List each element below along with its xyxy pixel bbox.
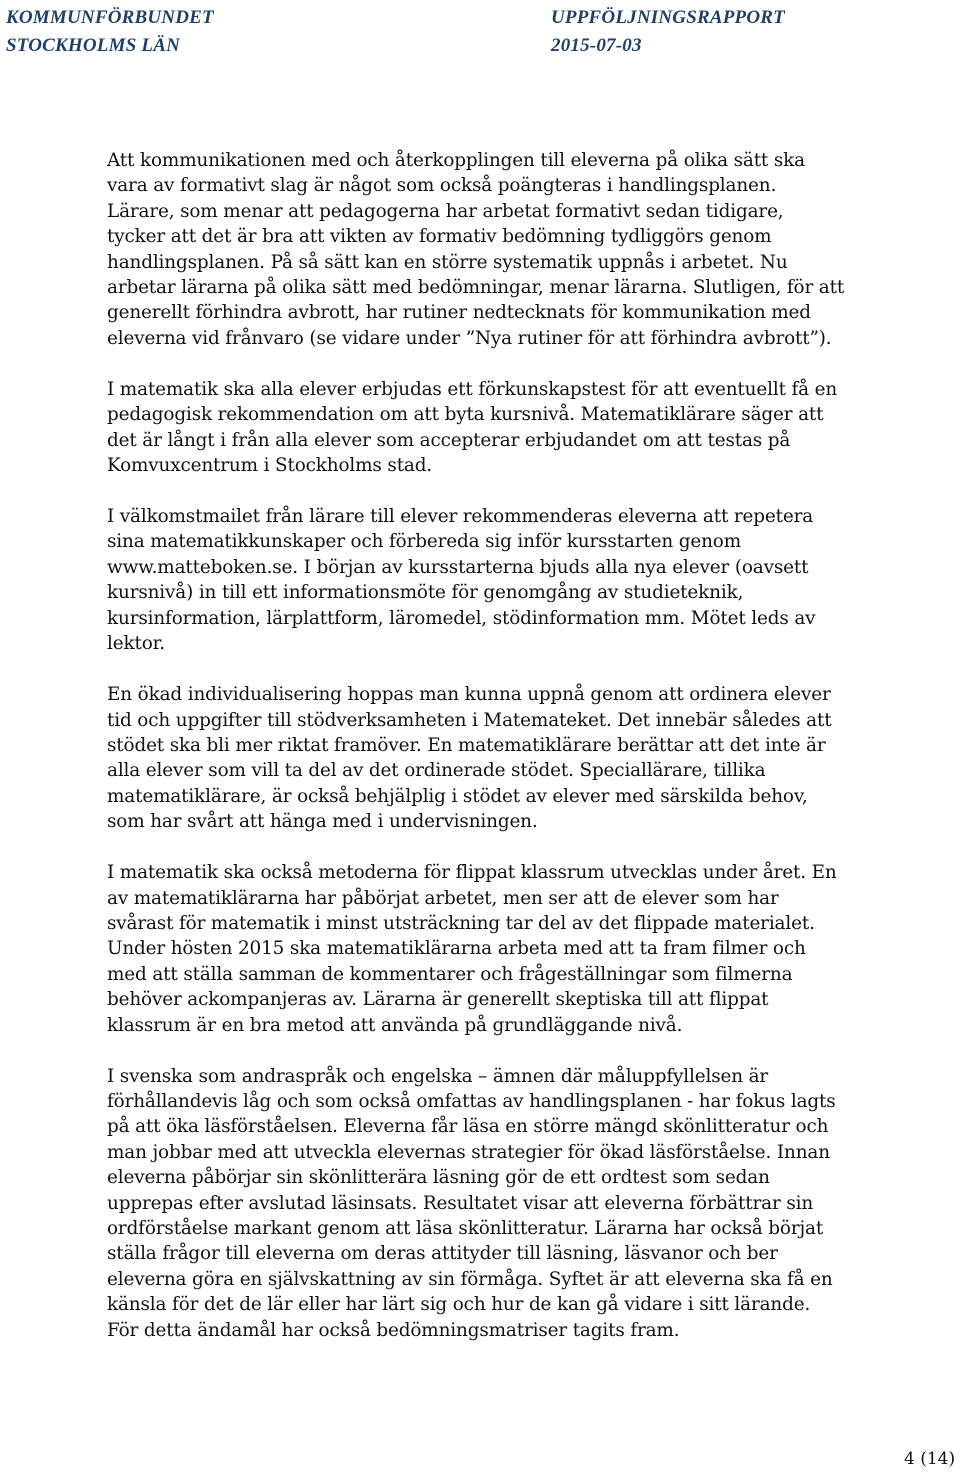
paragraph: Att kommunikationen med och återkopplingen till eleverna på olika sätt ska vara av formativt slag är något som också poängteras i handlingsplanen. Lärare, som menar att pedagogerna har arbetat formativt sedan tidigare, tycker att det är bra att vikten av formativ bedömning tydliggörs genom handlingsplanen. På så sätt kan en större systematik uppnås i arbetet. Nu arbetar lärarna på olika sätt med bedömningar, menar lärarna. Slutligen, för att generellt förhindra avbrott, har rutiner nedtecknats för kommunikation med eleverna vid frånvaro (se vidare under ”Nya rutiner för att förhindra avbrott”). — [107, 150, 845, 349]
paragraph: I matematik ska alla elever erbjudas ett förkunskapstest för att eventuellt få en pedagogisk rekommendation om att byta kursnivå. Matematiklärare säger att det är långt i från alla elever som accepterar erbjudandet om att testas på Komvuxcentrum i Stockholms stad. — [107, 378, 838, 477]
report-date: 2015-07-03 — [551, 35, 642, 56]
paragraph: I välkomstmailet från lärare till elever rekommenderas eleverna att repetera sina matematikkunskaper och förbereda sig inför kursstarten genom www.matteboken.se. I början av kursstarterna bjuds alla nya elever (oavsett kursnivå) in till ett informationsmöte för genomgång av studieteknik, kursinformation, lärplattform, läromedel, stödinformation mm. Mötet leds av lektor. — [107, 506, 816, 655]
organization-name — [6, 4, 214, 60]
paragraph: I svenska som andraspråk och engelska – ämnen där måluppfyllelsen är förhållandevis låg och som också omfattas av handlingsplanen - har fokus lagts på att öka läsförståelsen. Eleverna får läsa en större mängd skönlitteratur och man jobbar med att utveckla elevernas strategier för ökad läsförståelse. Innan eleverna påbörjar sin skönlitterära läsning gör de ett ordtest som sedan upprepas efter avslutad läsinsats. Resultatet visar att eleverna förbättrar sin ordförståelse markant genom att läsa skönlitteratur. Lärarna har också börjat ställa frågor till eleverna om deras attityder till läsning, läsvanor och ber eleverna göra en självskattning av sin förmåga. Syftet är att eleverna ska få en känsla för det de lär eller har lärt sig och hur de kan gå vidare i sitt lärande. För detta ändamål har också bedömningsmatriser tagits fram. — [107, 1065, 836, 1341]
document-body — [107, 148, 847, 1369]
report-type: UPPFÖLJNINGSRAPPORT — [551, 7, 785, 28]
paragraph: En ökad individualisering hoppas man kunna uppnå genom att ordinera elever tid och uppgifter till stödverksamheten i Matemateket. Det innebär således att stödet ska bli mer riktat framöver. En matematiklärare berättar att det inte är alla elever som vill ta del av det ordinerade stödet. Speciallärare, tillika matematiklärare, är också behjälplig i stödet av elever med särskilda behov, som har svårt att hänga med i undervisningen. — [107, 684, 832, 833]
report-info — [551, 4, 785, 60]
page-number: 4 (14) — [904, 1449, 956, 1469]
organization-name-line1: KOMMUNFÖRBUNDET — [6, 7, 214, 28]
organization-name-line2: STOCKHOLMS LÄN — [6, 35, 181, 56]
paragraph: I matematik ska också metoderna för flippat klassrum utvecklas under året. En av matematiklärarna har påbörjat arbetet, men ser att de elever som har svårast för matematik i minst utsträckning tar del av det flippade materialet. Under hösten 2015 ska matematiklärarna arbeta med att ta fram filmer och med att ställa samman de kommentarer och frågeställningar som filmerna behöver ackompanjeras av. Lärarna är generellt skeptiska till att flippat klassrum är en bra metod att använda på grundläggande nivå. — [107, 862, 837, 1036]
